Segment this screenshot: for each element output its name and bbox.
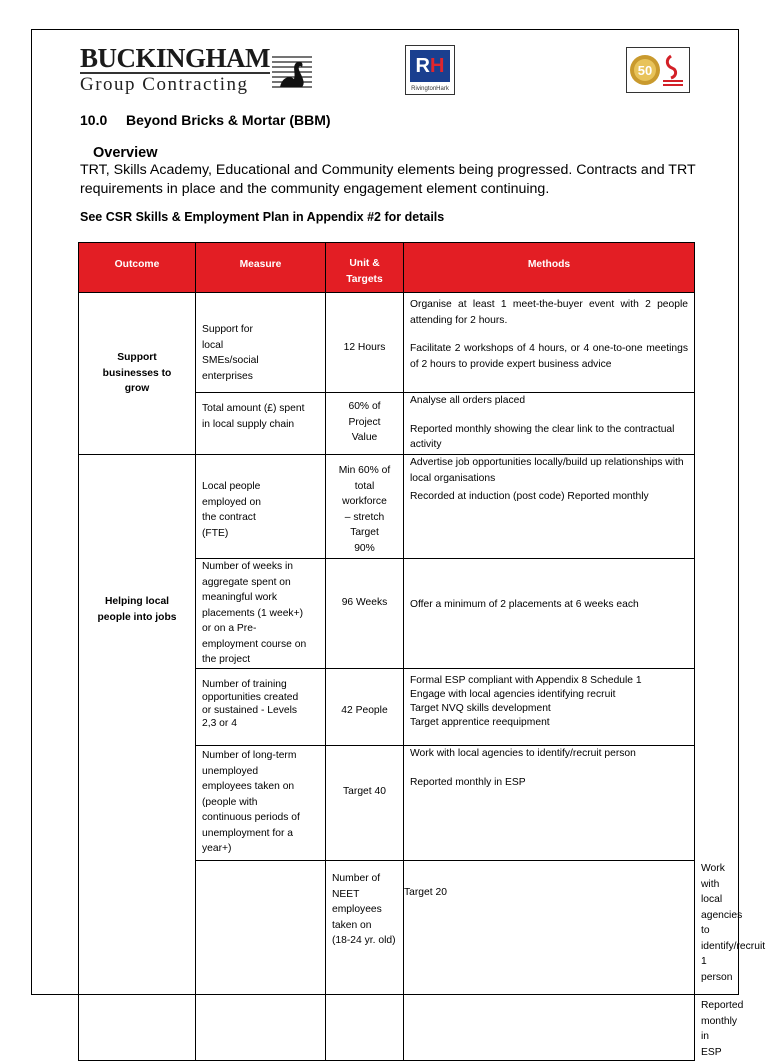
measure-text: in local supply chain [202, 418, 295, 430]
measure-cell [326, 861, 404, 1061]
outcome-cell [79, 293, 196, 455]
methods-text: Work with local agencies to identify/recruit person [410, 748, 636, 759]
measure-text: employees taken on [202, 781, 295, 792]
measure-cell [196, 293, 326, 393]
overview-heading: Overview [93, 145, 158, 161]
measure-text: (people with [202, 796, 258, 808]
methods-cell [404, 293, 695, 393]
logo-line2: Group Contracting [80, 72, 270, 95]
unit-text: 60% of [348, 401, 381, 412]
unit-text: Target 20 [404, 887, 447, 898]
section-title: Beyond Bricks & Mortar (BBM) [126, 112, 331, 128]
unit-text: total [354, 480, 375, 492]
unit-cell [326, 669, 404, 746]
table-row: Number of NEET employees taken on (18-24 yr. old) Target 20 Work with local agencies to identify/recruit 1 person Reported monthly in ESP [79, 861, 695, 1061]
measure-text: Support for [202, 324, 253, 335]
measure-text: local [202, 339, 224, 351]
see-plan-note: See CSR Skills & Employment Plan in Appendix #2 for details [80, 210, 445, 224]
outcome-text: people into jobs [97, 611, 177, 623]
measure-text: Total amount (£) spent [202, 403, 305, 414]
methods-text: Target apprentice reequipment [410, 717, 550, 728]
methods-cell [404, 455, 695, 559]
measure-cell [196, 455, 326, 559]
measure-text: or on a Pre- [202, 623, 257, 634]
table-row [79, 293, 695, 393]
header-unit-line1: Unit & [349, 258, 380, 269]
methods-cell [404, 669, 695, 746]
outcome-text: businesses to [102, 367, 172, 379]
rh-logo-caption: RivingtonHark [411, 86, 449, 92]
unit-cell [326, 293, 404, 393]
methods-text: Engage with local agencies identifying recruit [410, 689, 616, 700]
overview-text: TRT, Skills Academy, Educational and Community elements being progressed. Contracts and TRT requirements in place and the community engagement element continuing. [80, 162, 696, 197]
measure-text: (FTE) [202, 527, 229, 539]
methods-text: Facilitate 2 workshops of 4 hours, or 4 one-to-one meetings of 2 hours to provide expert business advice [410, 343, 688, 370]
measure-text: Number of training [202, 679, 287, 690]
rh-logo-icon: RH [410, 50, 450, 82]
measure-cell [196, 746, 326, 861]
methods-text: Formal ESP compliant with Appendix 8 Schedule 1 [410, 675, 642, 686]
unit-text: 90% [354, 542, 375, 554]
anniversary-badge-icon [627, 48, 689, 92]
outcome-text: grow [124, 383, 150, 395]
measure-text: the project [202, 654, 251, 665]
methods-text: Recorded at induction (post code) Reported monthly [410, 491, 649, 502]
methods-text: Target NVQ skills development [410, 703, 551, 714]
measure-text: Number of weeks in [202, 561, 293, 572]
outcome-cell [79, 455, 196, 1061]
section-number: 10.0 [80, 112, 108, 128]
section-heading [80, 112, 331, 128]
anniversary-logo [626, 47, 690, 93]
measure-text: (18-24 yr. old) [332, 935, 396, 946]
swan-icon [272, 53, 312, 93]
methods-text: Reported monthly showing the clear link to the contractual activity [410, 423, 675, 450]
unit-text: Value [351, 432, 378, 443]
measure-text: opportunities created [202, 692, 299, 703]
header-methods: Methods [404, 243, 695, 293]
methods-text: Offer a minimum of 2 placements at 6 weeks each [410, 599, 639, 610]
measure-text: Local people [202, 481, 261, 492]
measure-text: unemployed [202, 765, 259, 777]
measure-text: aggregate spent on [202, 576, 291, 588]
header-outcome: Outcome [79, 243, 196, 293]
methods-cell [404, 559, 695, 669]
unit-text: 42 People [341, 705, 388, 716]
unit-text: Min 60% of [338, 465, 391, 476]
unit-cell [326, 393, 404, 455]
outcome-text: Helping local [104, 596, 170, 607]
unit-cell [404, 861, 695, 1061]
measure-text: employed on [202, 496, 261, 508]
methods-text: Reported monthly in ESP [410, 776, 526, 788]
unit-text: – stretch [344, 511, 385, 523]
measure-text: year+) [202, 843, 232, 854]
measure-cell [196, 559, 326, 669]
outcome-cell [196, 861, 326, 1061]
measure-text: Number of long-term [202, 750, 297, 761]
unit-cell [326, 455, 404, 559]
measure-text: meaningful work [202, 592, 277, 603]
header-unit-line2: Targets [346, 273, 383, 285]
unit-text: Project [348, 416, 381, 428]
measure-cell [196, 393, 326, 455]
methods-text: Organise at least 1 meet-the-buyer event with 2 people attending for 2 hours. [410, 299, 688, 326]
outcome-text: Support [117, 352, 157, 364]
table-header-row [79, 243, 695, 293]
unit-text: 12 Hours [343, 342, 386, 353]
methods-cell [404, 393, 695, 455]
measure-text: or sustained - Levels [202, 705, 298, 716]
measure-text: enterprises [202, 370, 253, 382]
measure-text: Number of NEET [332, 873, 381, 900]
measure-text: continuous periods of [202, 812, 300, 823]
unit-cell [326, 746, 404, 861]
measure-text: 2,3 or 4 [202, 718, 237, 729]
svg-text:50: 50 [637, 63, 653, 78]
logo-line1: BUCKINGHAM [80, 43, 270, 73]
rh-logo [405, 45, 455, 95]
measure-text: employees taken on [332, 904, 382, 931]
table-row [79, 455, 695, 559]
measure-text: unemployment for a [202, 827, 294, 839]
unit-text: workforce [342, 496, 387, 507]
measure-text: placements (1 week+) [202, 607, 304, 619]
methods-text: Analyse all orders placed [410, 395, 526, 406]
buckingham-logo [80, 45, 312, 93]
unit-text: 96 Weeks [341, 597, 388, 608]
measure-cell [196, 669, 326, 746]
header-measure: Measure [196, 243, 326, 293]
measure-text: SMEs/social [202, 355, 259, 366]
measure-text: employment course on [202, 638, 307, 650]
unit-text: Target [350, 527, 379, 538]
header-unit [326, 243, 404, 293]
csr-plan-table [78, 242, 766, 1061]
unit-cell [326, 559, 404, 669]
methods-text: Advertise job opportunities locally/build up relationships with local organisations [410, 457, 684, 484]
measure-text: the contract [202, 512, 256, 523]
unit-text: Target 40 [343, 786, 386, 797]
methods-cell [404, 746, 695, 861]
